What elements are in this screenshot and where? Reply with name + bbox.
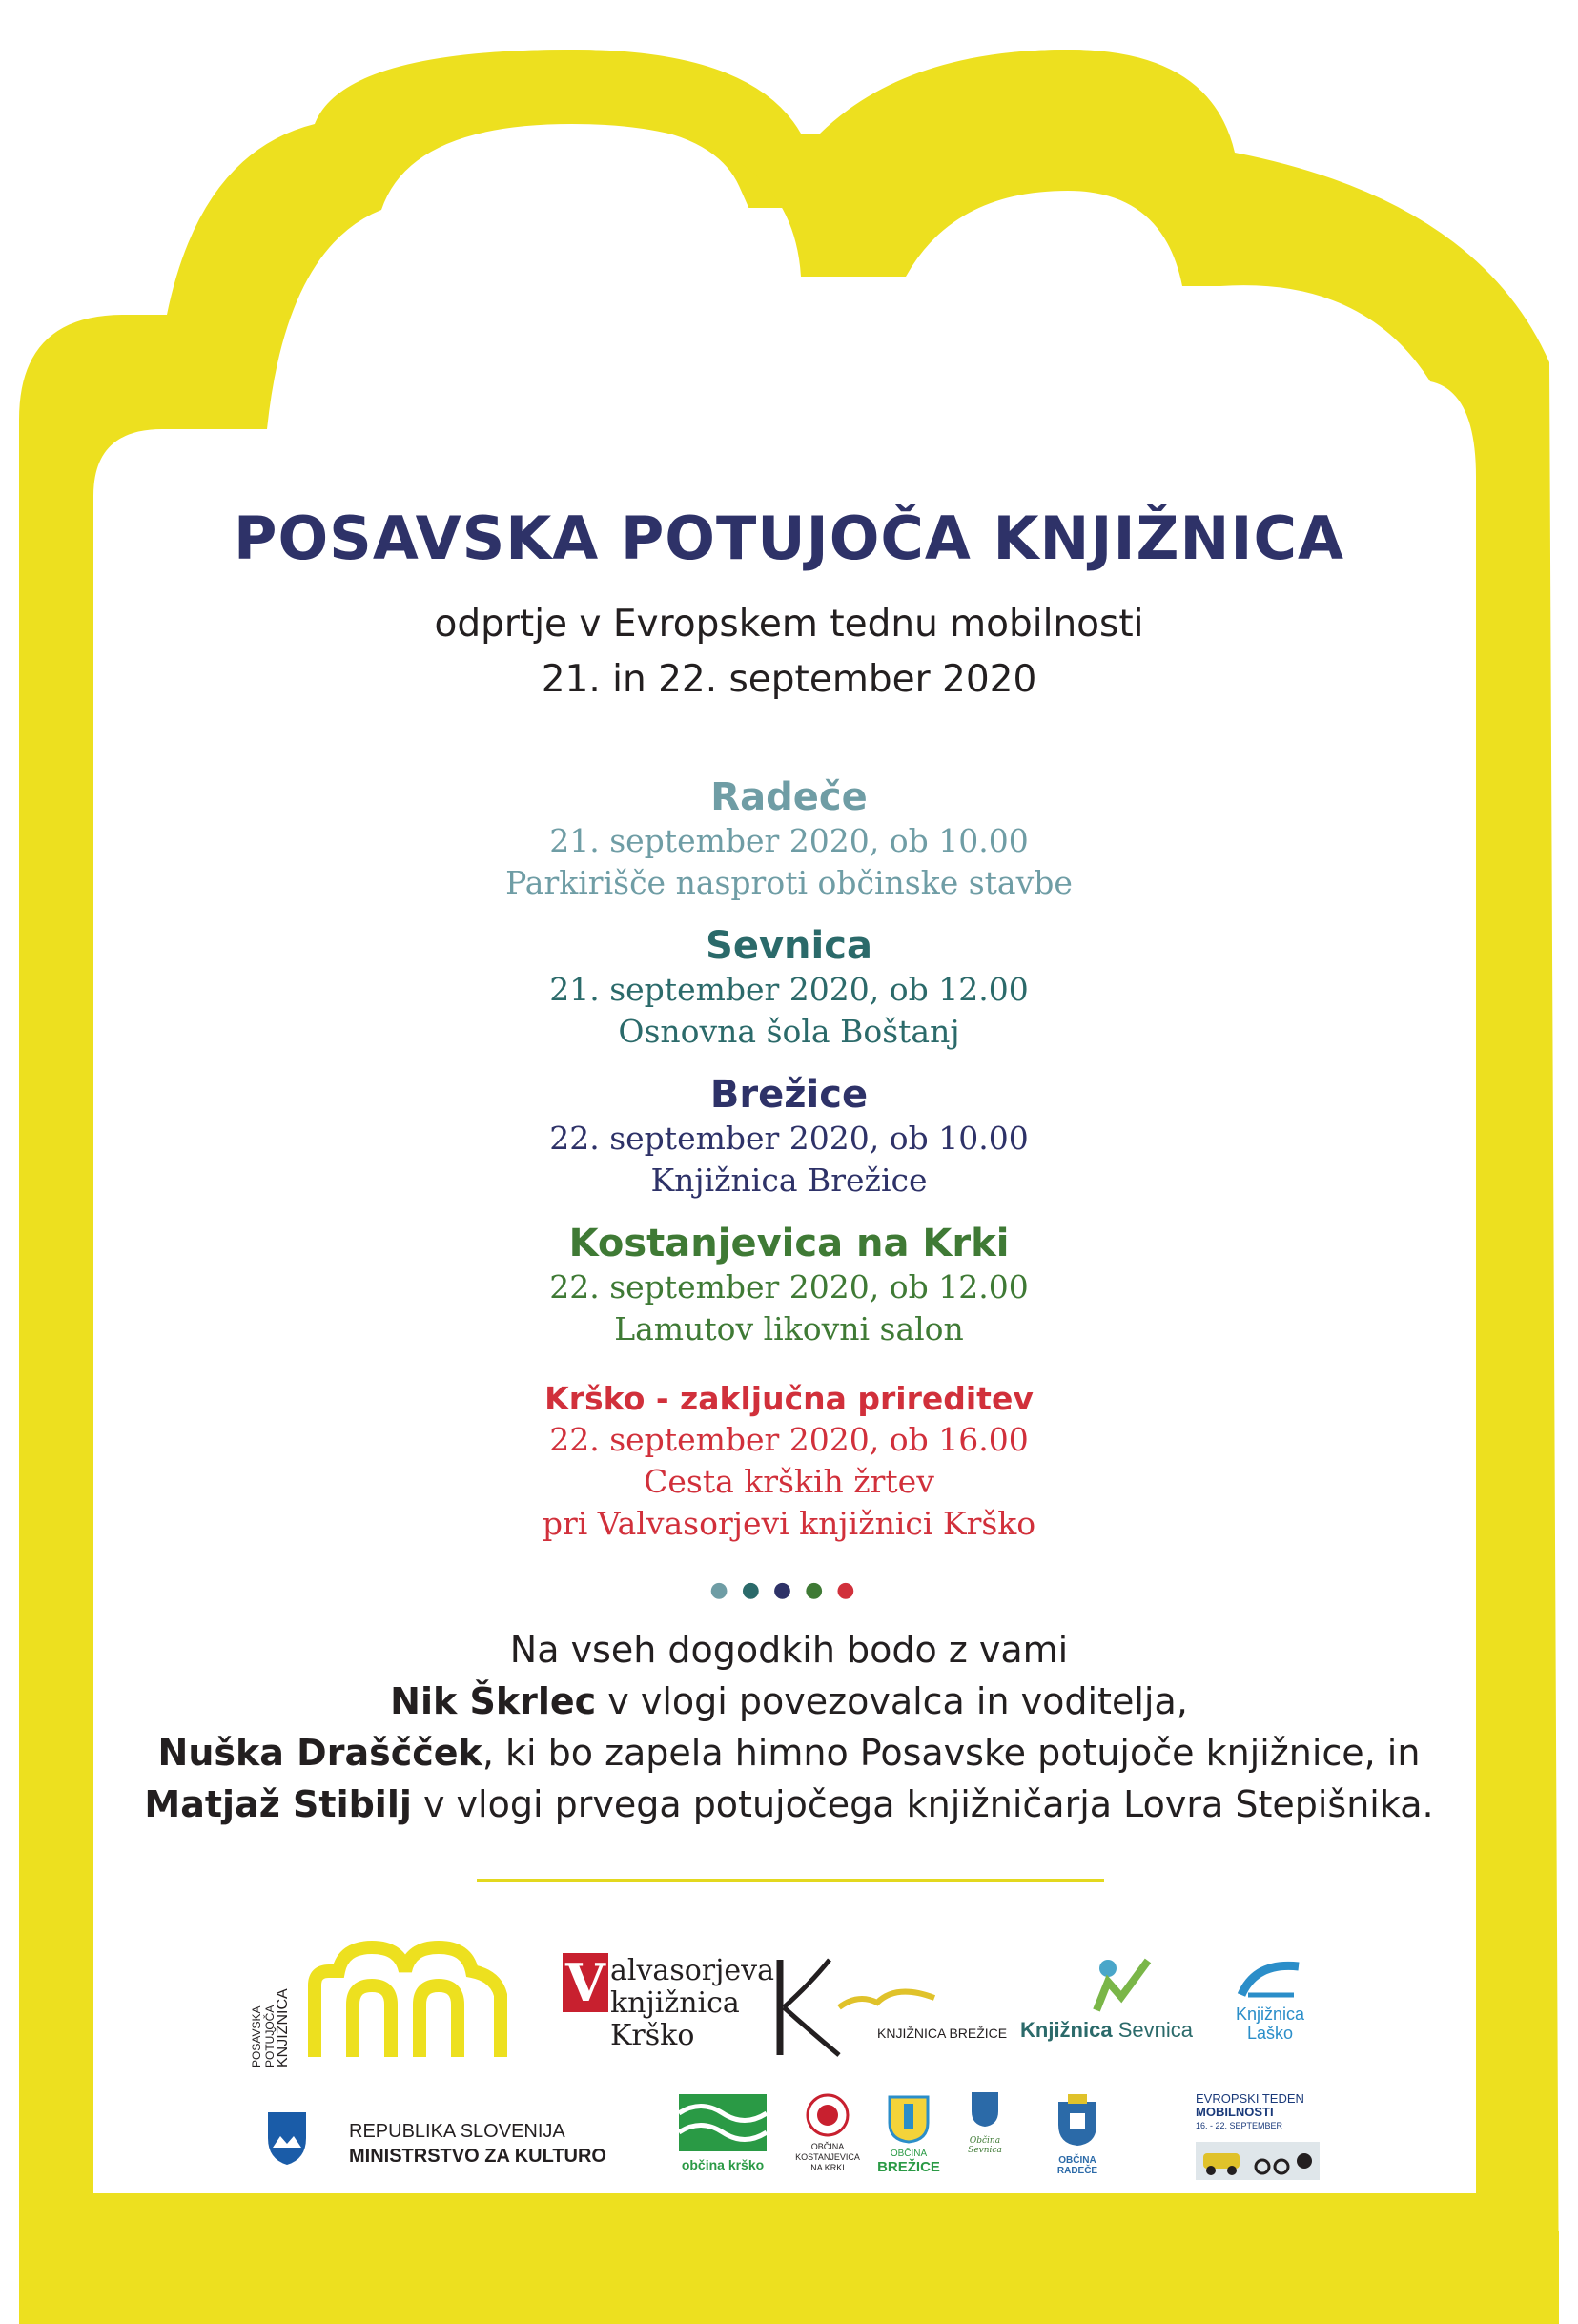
ministry-line-2: MINISTRSTVO ZA KULTURO [349, 2146, 606, 2167]
separator-dots [0, 1578, 1578, 1602]
event-date: 22. september 2020, ob 16.00 [549, 1421, 1029, 1458]
sevnica-text-bold: Knjižnica [1020, 2018, 1113, 2042]
valvasorjeva-text: Krško [610, 2019, 695, 2052]
event-krsko [0, 1379, 1578, 1545]
lasko-text: Laško [1246, 2024, 1294, 2043]
sevnica-figure-icon [1087, 1955, 1154, 2012]
event-place: Osnovna šola Boštanj [618, 1013, 960, 1050]
brezice-text: BREŽICE [877, 2159, 940, 2175]
posavska-potujoca-logo [248, 1938, 524, 2067]
radece-text: OBČINA RADEČE [1056, 2155, 1098, 2176]
sevnica-municipality-text: Občina Sevnica [968, 2136, 1002, 2155]
sevnica-crest-icon [970, 2090, 1000, 2129]
slovenia-coat-of-arms-icon [265, 2109, 309, 2167]
kostanjevica-seal-icon [805, 2092, 850, 2138]
ppk-text: POSAVSKA [250, 2005, 263, 2067]
event-kostanjevica [0, 1221, 1578, 1350]
etm-text: EVROPSKI TEDEN [1196, 2091, 1304, 2106]
person-name: Nuška Draščček [157, 1732, 482, 1774]
ppk-text: POTUJOČA [263, 2005, 277, 2067]
valvasorjeva-text: alvasorjeva [610, 1954, 775, 1987]
subtitle-line-2: 21. in 22. september 2020 [541, 658, 1037, 701]
etm-logo [1196, 2092, 1320, 2190]
obcina-kostanjevica-logo [789, 2092, 866, 2188]
person-name: Nik Škrlec [390, 1680, 597, 1722]
person-role: v vlogi prvega potujočega knjižničarja Lovra Stepišnika. [411, 1783, 1434, 1825]
event-name: Krško - zaključna prireditev [544, 1380, 1034, 1417]
brezice-text: OBČINA [890, 2149, 928, 2159]
brezice-crest-icon [887, 2094, 931, 2144]
obcina-brezice-logo [875, 2094, 942, 2190]
event-place: Parkirišče nasproti občinske stavbe [505, 864, 1073, 901]
obcina-krsko-logo [679, 2094, 774, 2180]
event-place: Cesta krških žrtev [644, 1463, 934, 1500]
knjiznica-brezice-logo-icon [772, 1955, 944, 2060]
event-date: 22. september 2020, ob 12.00 [549, 1268, 1029, 1306]
person-role: , ki bo zapela himno Posavske potujoče knjižnice, in [482, 1732, 1421, 1774]
radece-crest-icon [1055, 2094, 1100, 2148]
etm-text: 16. - 22. SEPTEMBER [1196, 2121, 1283, 2130]
knjiznica-lasko-logo [1222, 1957, 1318, 2052]
divider [477, 1879, 1104, 1882]
kostanjevica-text: OBČINA [810, 2142, 845, 2151]
person-role: v vlogi povezovalca in voditelja, [596, 1680, 1188, 1722]
info-line-2 [0, 1676, 1578, 1727]
kostanjevica-text: NA KRKI [810, 2163, 845, 2172]
event-place: Lamutov likovni salon [614, 1310, 964, 1347]
sevnica-text: Sevnica [1112, 2018, 1193, 2042]
dot-icon: ● [709, 1578, 742, 1602]
brezice-library-name: KNJIŽNICA BREŽICE [877, 2026, 1008, 2041]
valvasorjeva-logo [563, 1952, 775, 2058]
page-title: POSAVSKA POTUJOČA KNJIŽNICA [234, 504, 1344, 573]
info-line-1: Na vseh dogodkih bodo z vami [509, 1629, 1069, 1671]
ppk-arches-icon [305, 1938, 515, 2062]
event-date: 21. september 2020, ob 12.00 [549, 971, 1029, 1008]
event-name: Kostanjevica na Krki [568, 1222, 1010, 1265]
etm-text: MOBILNOSTI [1196, 2105, 1274, 2119]
event-sevnica [0, 923, 1578, 1053]
obcina-sevnica-logo [956, 2090, 1014, 2186]
subtitle-line-1: odprtje v Evropskem tednu mobilnosti [434, 603, 1144, 646]
lasko-icon [1237, 1957, 1303, 2000]
krsko-text: občina krško [681, 2157, 765, 2172]
event-date: 21. september 2020, ob 10.00 [549, 822, 1029, 859]
dot-icon: ● [772, 1578, 806, 1602]
event-name: Brežice [709, 1073, 869, 1117]
event-name: Radeče [710, 775, 868, 819]
performers-info [0, 1624, 1578, 1830]
info-line-4 [0, 1779, 1578, 1830]
event-radece [0, 774, 1578, 904]
etm-vehicles-icon [1196, 2142, 1320, 2180]
knjiznica-sevnica-logo [1020, 1955, 1211, 2050]
event-name: Sevnica [706, 924, 872, 968]
event-place-2: pri Valvasorjevi knjižnici Krško [542, 1505, 1036, 1542]
obcina-radece-logo [1039, 2094, 1116, 2190]
dot-icon: ● [836, 1578, 869, 1602]
kostanjevica-text: KOSTANJEVICA [795, 2152, 860, 2162]
event-brezice [0, 1072, 1578, 1202]
ppk-text: KNJIŽNICA [275, 1988, 291, 2067]
event-date: 22. september 2020, ob 10.00 [549, 1120, 1029, 1157]
ministry-logo [265, 2109, 627, 2176]
valvasorjeva-text: knjižnica [610, 1986, 740, 2020]
ministry-line-1: REPUBLIKA SLOVENIJA [349, 2121, 565, 2142]
person-name: Matjaž Stibilj [144, 1783, 412, 1825]
event-place: Knjižnica Brežice [650, 1162, 928, 1199]
krsko-waves-icon [679, 2094, 767, 2151]
dot-icon: ● [741, 1578, 773, 1602]
valvasorjeva-v-icon: V [563, 1953, 608, 2012]
lasko-text: Knjižnica [1235, 2005, 1305, 2024]
info-line-3 [0, 1727, 1578, 1779]
dot-icon: ● [805, 1578, 837, 1602]
